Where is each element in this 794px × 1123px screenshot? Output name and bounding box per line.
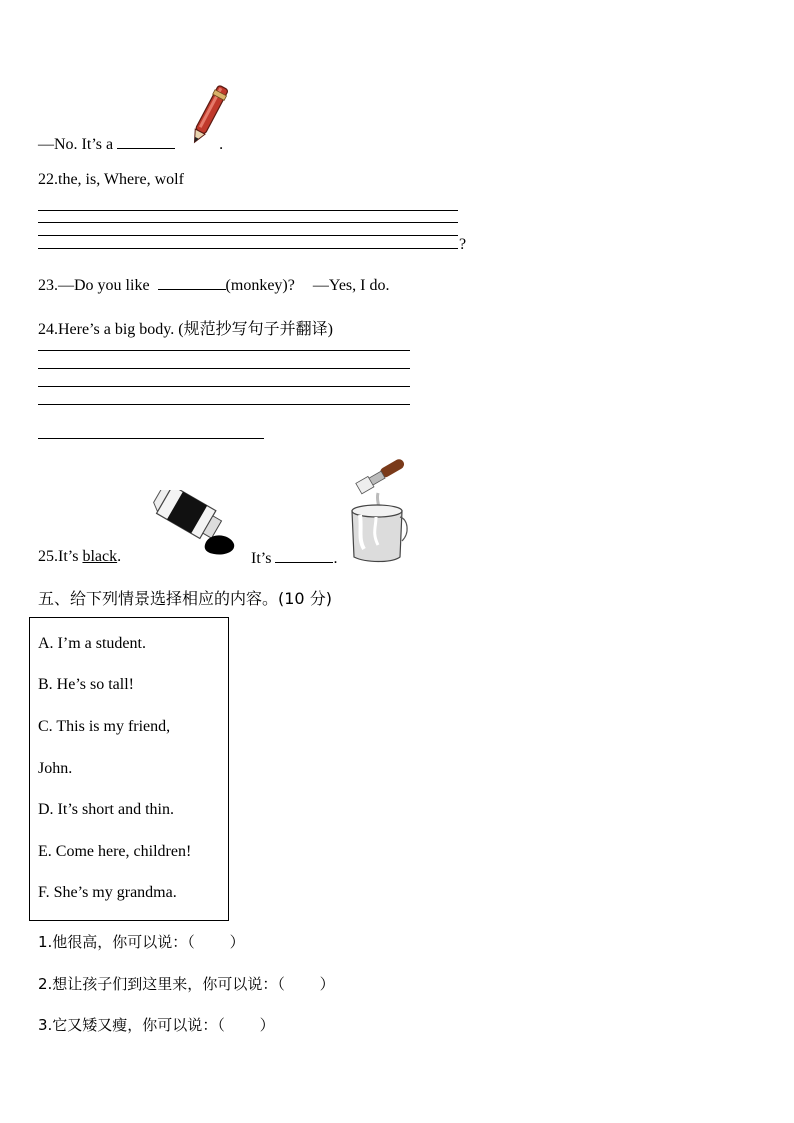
- q23-part1: 23.—Do you like: [38, 277, 150, 294]
- section-5-heading: 五、给下列情景选择相应的内容。(10 分): [38, 589, 332, 608]
- q23-part3: —Yes, I do.: [312, 277, 390, 294]
- option-d: D. It’s short and thin.: [38, 801, 174, 818]
- q22-writing-line-2[interactable]: [38, 222, 458, 223]
- q25-blank[interactable]: [275, 548, 333, 563]
- q24-writing-line-3[interactable]: [38, 386, 410, 387]
- question-1[interactable]: 1.他很高，你可以说：（ ）: [38, 933, 245, 951]
- q21-suffix: .: [219, 136, 224, 153]
- q22-label: 22.the, is, Where, wolf: [38, 171, 184, 188]
- q22-writing-line-3[interactable]: [38, 235, 458, 236]
- option-f: F. She’s my grandma.: [38, 884, 177, 901]
- q22-writing-line-4[interactable]: [38, 248, 458, 249]
- q22-question-mark: ?: [459, 236, 467, 253]
- q24-writing-line-4[interactable]: [38, 404, 410, 405]
- q25-line-right: [251, 548, 337, 568]
- q25-line-left: [38, 548, 121, 566]
- q21-blank[interactable]: [117, 134, 175, 149]
- q25-word: black: [82, 548, 118, 565]
- q23-part2: (monkey)?: [225, 277, 295, 294]
- q22-writing-line-1[interactable]: [38, 210, 458, 211]
- q24-writing-line-2[interactable]: [38, 368, 410, 369]
- option-c-continued: John.: [38, 760, 73, 777]
- q24-writing-line-1[interactable]: [38, 350, 410, 351]
- q25-end: .: [333, 550, 338, 567]
- option-b: B. He’s so tall!: [38, 676, 134, 693]
- option-a: A. I’m a student.: [38, 635, 146, 652]
- question-3[interactable]: 3.它又矮又瘦，你可以说：（ ）: [38, 1016, 275, 1034]
- pen-icon: [186, 82, 232, 150]
- q23-line: [38, 275, 389, 295]
- q25-period: .: [117, 548, 122, 565]
- q24-label: 24.Here’s a big body. (规范抄写句子并翻译): [38, 321, 333, 338]
- option-e: E. Come here, children!: [38, 843, 192, 860]
- option-c: C. This is my friend,: [38, 718, 171, 735]
- q25-label: 25.It’s: [38, 548, 79, 565]
- question-2[interactable]: 2.想让孩子们到这里来，你可以说：（ ）: [38, 975, 335, 993]
- q24-translation-line[interactable]: [38, 438, 264, 439]
- q23-blank[interactable]: [158, 275, 226, 290]
- white-paint-bucket-icon: [346, 459, 428, 563]
- black-paint-tube-icon: [144, 490, 240, 560]
- q21-prefix: —No. It’s a: [38, 136, 114, 153]
- q25-part2: It’s: [251, 550, 272, 567]
